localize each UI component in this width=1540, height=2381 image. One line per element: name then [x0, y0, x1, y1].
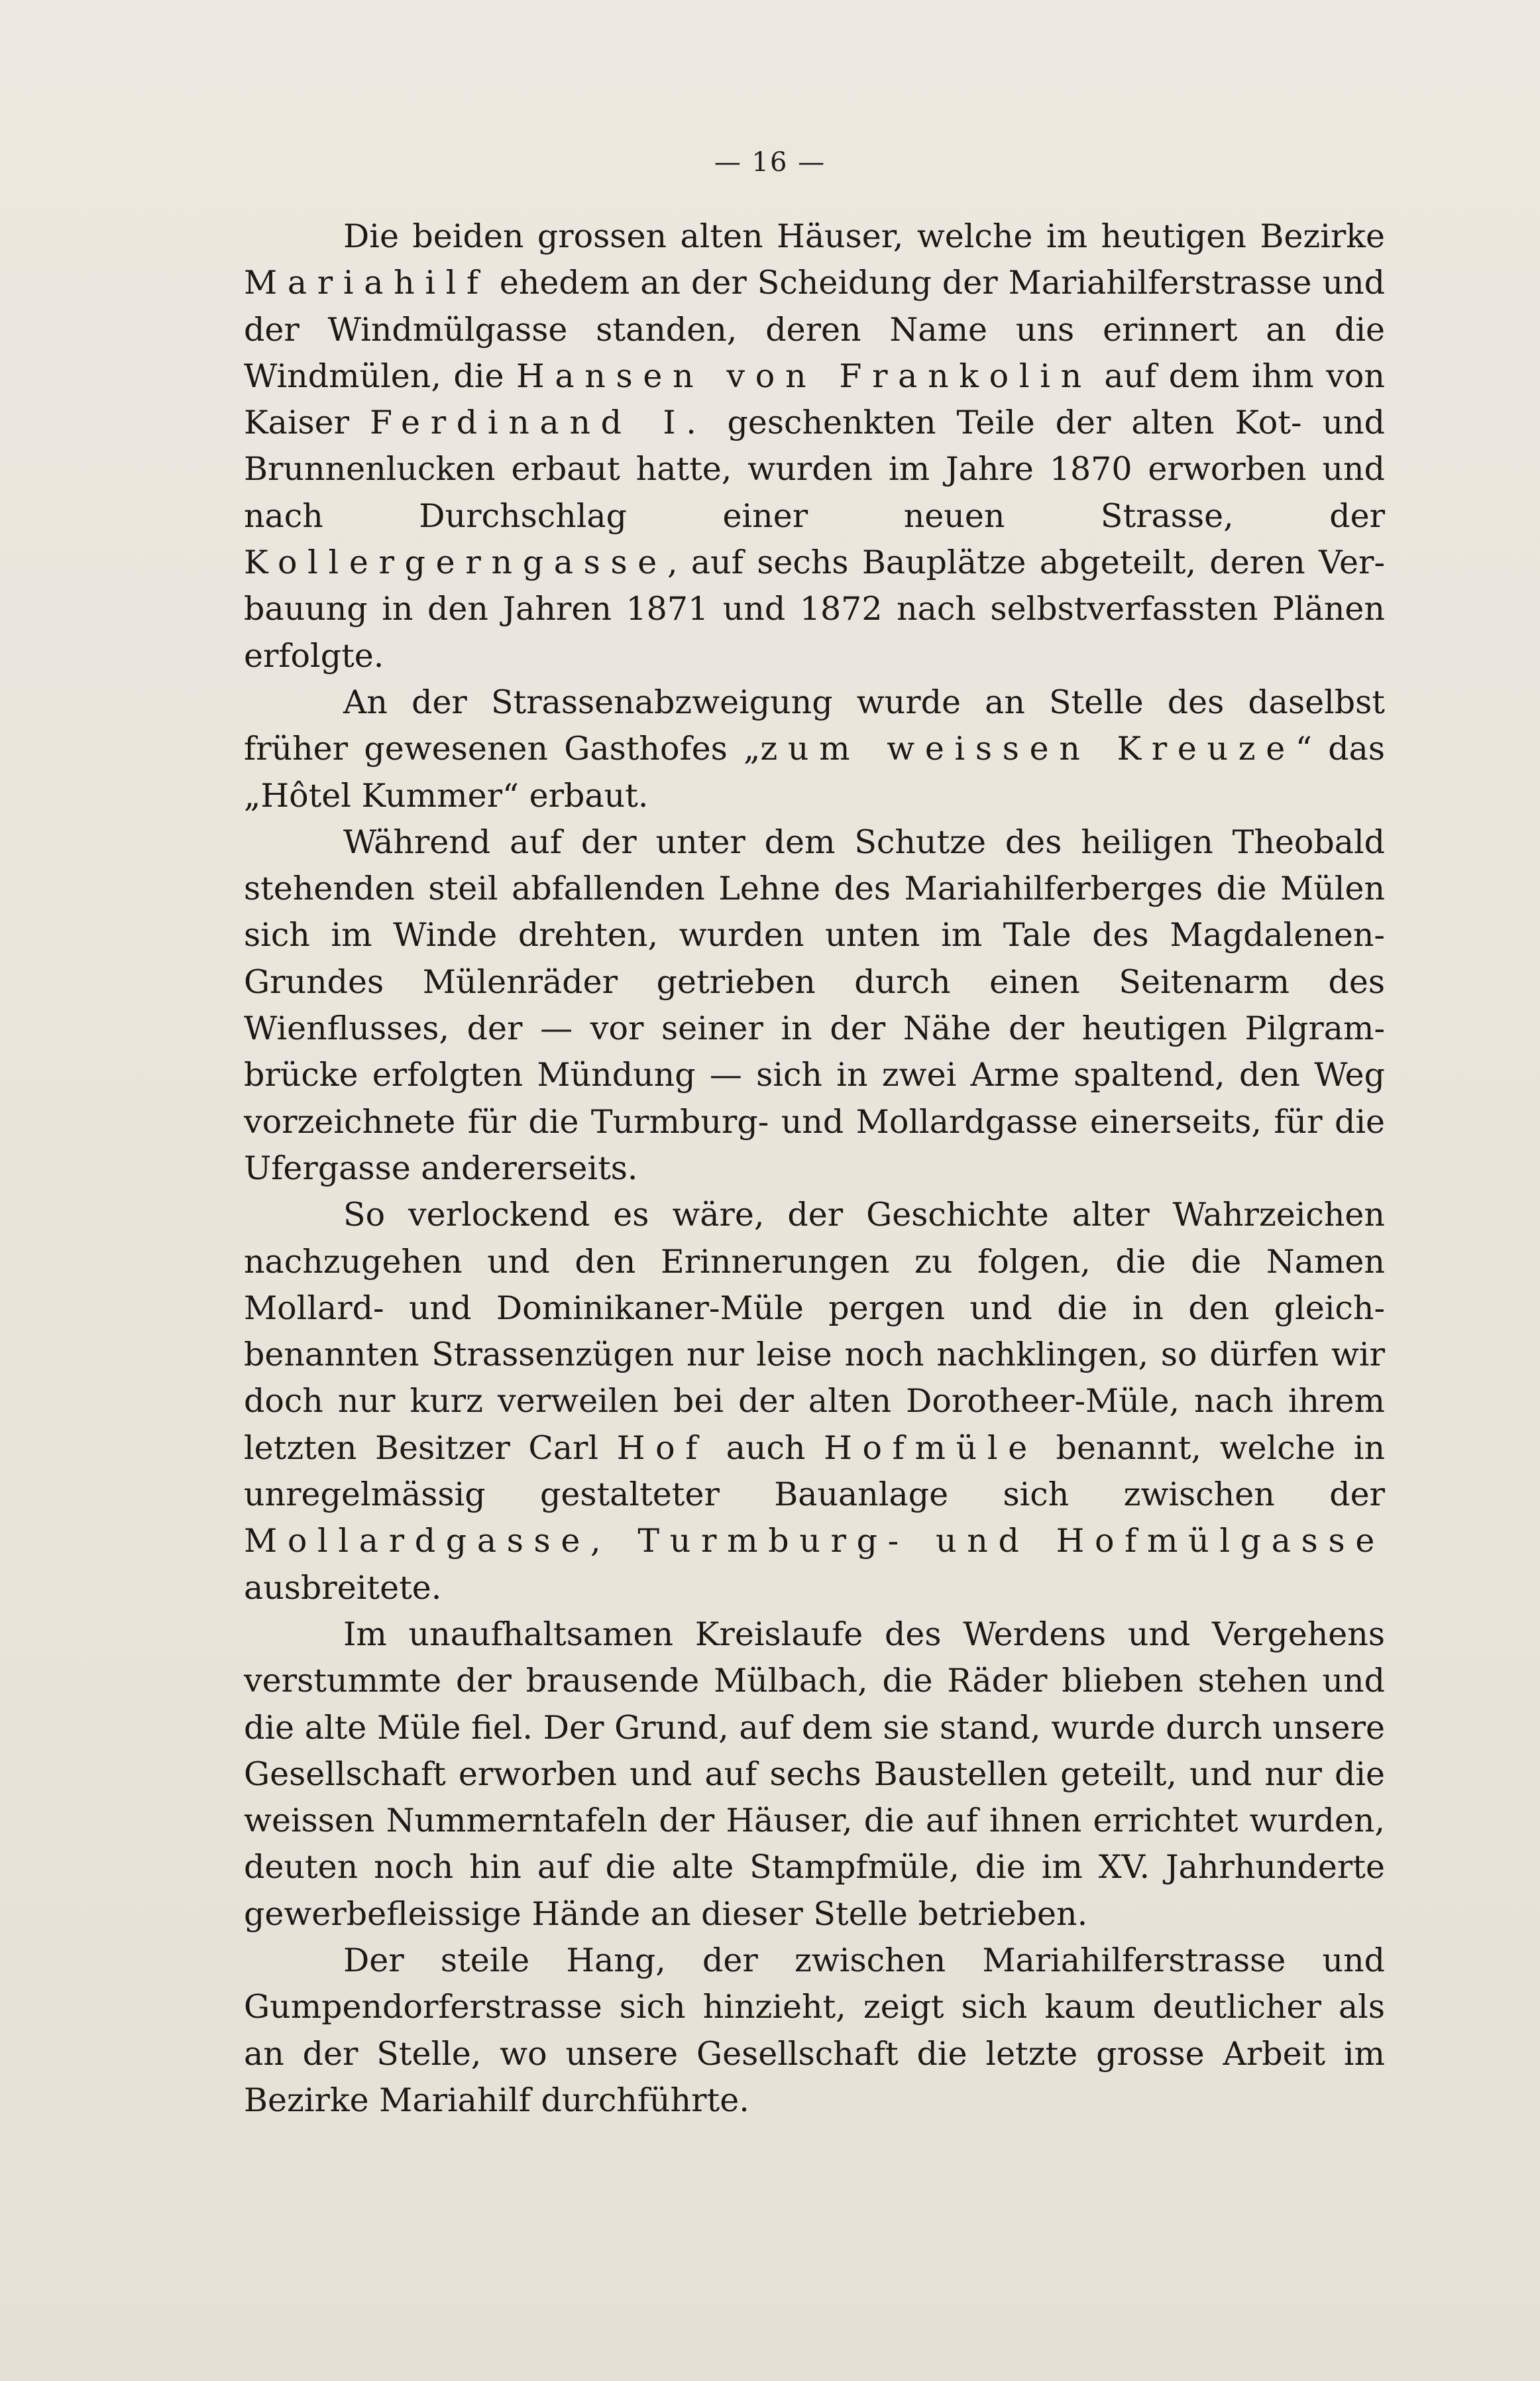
- paragraph: [244, 1611, 1385, 1938]
- paragraph: [244, 819, 1385, 1192]
- spaced-emphasis-text: zum weissen Kreuze: [760, 730, 1295, 768]
- paragraph: [244, 1938, 1385, 2124]
- text-run: auch: [708, 1428, 824, 1467]
- spaced-emphasis-text: Ferdinand I.: [370, 404, 707, 442]
- text-run: So verlockend es wäre, der Geschichte alter Wahrzeichen nachzugehen und den Erinnerungen zu folgen, die die Namen Mollard- und Dominikaner-Müle pergen und die in den gleichbenannten Strassenzügen nur leise noch nachklingen, so dürfen wir doch nur kurz verweilen bei der alten Dorotheer-Müle, nach ihrem letzten Besitzer Carl: [244, 1196, 1385, 1467]
- paragraph: [244, 679, 1385, 819]
- text-run: geschenkten Teile der alten Kot- und Brunnenlucken erbaut hatte, wurden im Jahre 1870 erworben und nach Durchschlag einer neuen Strasse, der: [244, 404, 1385, 535]
- text-run: Während auf der unter dem Schutze des heiligen Theobald stehenden steil abfallenden Lehne des Mariahilferberges die Mülen sich im Winde drehten, wurden unten im Tale des Magdalenen-Grundes Mülenräder getrieben durch einen Seitenarm des Wienflusses, der — vor seiner in der Nähe der heutigen Pilgrambrücke erfolgten Mündung — sich in zwei Arme spaltend, den Weg vorzeichnete für die Turmburg- und Mollardgasse einerseits, für die Ufergasse andererseits.: [244, 823, 1385, 1187]
- text-run: ausbreitete.: [244, 1568, 442, 1607]
- text-run: An der Strassenabzweigung wurde an Stelle des daselbst früher gewesenen Gasthofes „: [244, 683, 1385, 768]
- page-number: — 16 —: [714, 147, 826, 178]
- paragraph: [244, 1192, 1385, 1611]
- spaced-emphasis-text: Hofmüle: [824, 1428, 1038, 1467]
- text-run: , auf sechs Bauplätze abgeteilt, deren Verbauung in den Jahren 1871 und 1872 nach selbstverfassten Plänen erfolgte.: [244, 544, 1385, 675]
- paragraph: [244, 213, 1385, 679]
- text-run: “ das „Hôtel Kummer“ erbaut.: [244, 730, 1385, 815]
- spaced-emphasis-text: Mariahilf: [244, 264, 489, 302]
- spaced-emphasis-text: Hof: [616, 1428, 708, 1467]
- spaced-emphasis-text: Kollergerngasse: [244, 544, 667, 582]
- text-run: ehedem an der Scheidung der Mariahilferstrasse und der Windmülgasse standen, deren Name uns erinnert an die Windmülen, die: [244, 264, 1385, 395]
- body-text: [244, 213, 1385, 2124]
- text-run: Der steile Hang, der zwischen Mariahilferstrasse und Gumpendorferstrasse sich hinzieht, zeigt sich kaum deutlicher als an der Stelle, wo unsere Gesellschaft die letzte grosse Arbeit im Bezirke Mariahilf durchführte.: [244, 1941, 1385, 2119]
- text-run: auf dem ihm von Kaiser: [244, 357, 1385, 442]
- text-run: benannt, welche in unregelmässig gestalteter Bauanlage sich zwischen der: [244, 1428, 1385, 1514]
- text-run: Im unaufhaltsamen Kreislaufe des Werdens und Vergehens verstummte der brausende Mülbach, die Räder blieben stehen und die alte Müle fiel. Der Grund, auf dem sie stand, wurde durch unsere Gesellschaft erworben und auf sechs Baustellen geteilt, und nur die weissen Nummerntafeln der Häuser, die auf ihnen errichtet wurden, deuten noch hin auf die alte Stampfmüle, die im XV. Jahrhunderte gewerbefleissige Hände an dieser Stelle betrieben.: [244, 1615, 1385, 1933]
- spaced-emphasis-text: Mollardgasse, Turmburg- und Hofmülgasse: [244, 1522, 1385, 1560]
- text-run: Die beiden grossen alten Häuser, welche im heutigen Bezirke: [343, 217, 1385, 255]
- spaced-emphasis-text: Hansen von Frankolin: [516, 357, 1092, 395]
